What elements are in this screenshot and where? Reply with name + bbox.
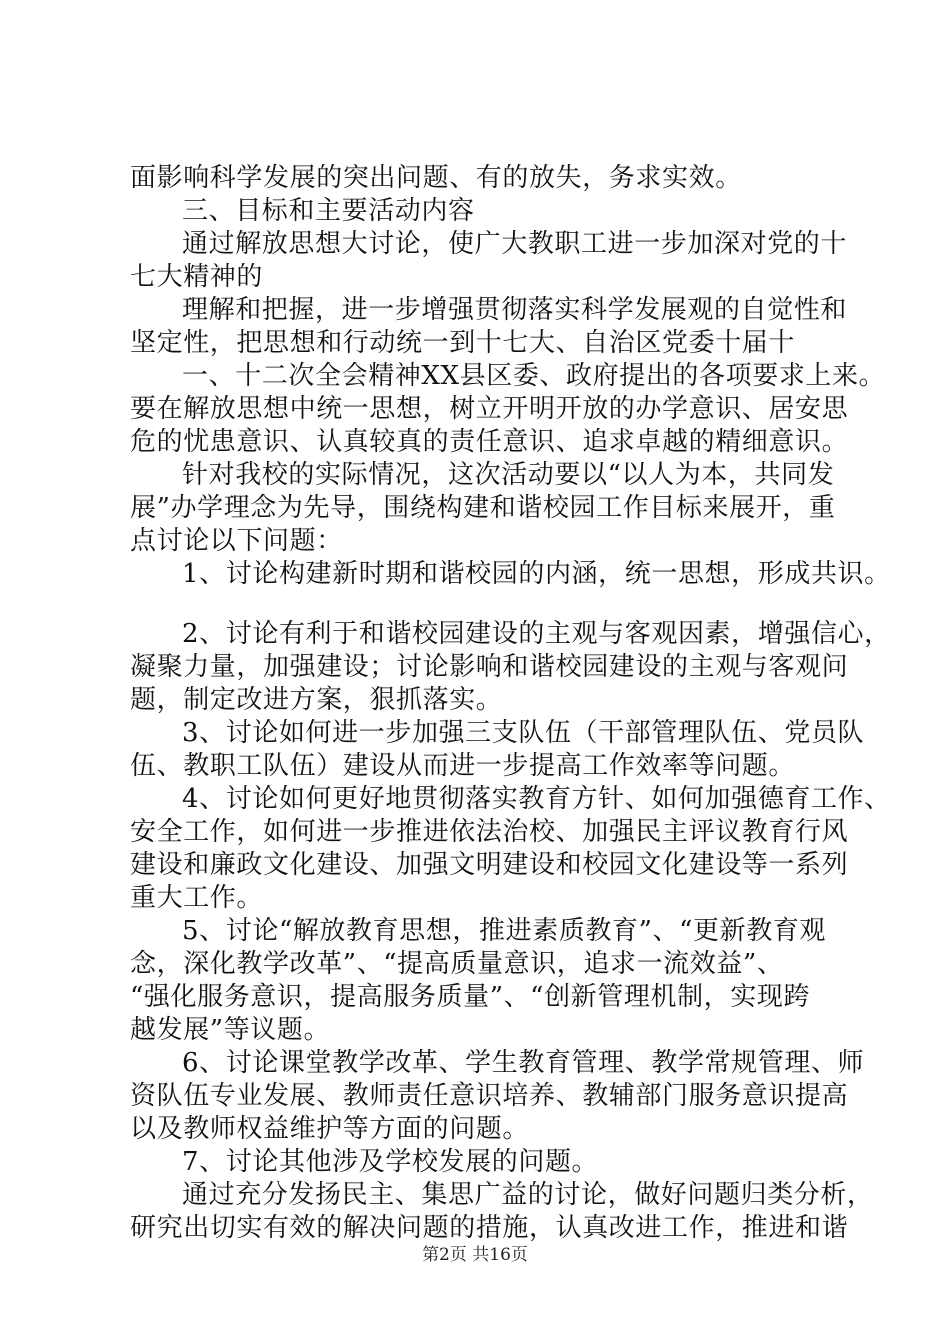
text-line: 危的忧患意识、认真较真的责任意识、追求卓越的精细意识。	[130, 427, 849, 457]
text-line: 越发展”等议题。	[130, 1015, 331, 1045]
list-item-1: 1、讨论构建新时期和谐校园的内涵，统一思想，形成共识。	[182, 559, 891, 589]
text-line: 伍、教职工队伍）建设从而进一步提高工作效率等问题。	[130, 751, 796, 781]
text-line: 要在解放思想中统一思想，树立开明开放的办学意识、居安思	[130, 394, 849, 424]
list-item-4: 4、讨论如何更好地贯彻落实教育方针、如何加强德育工作、	[182, 784, 891, 814]
text-line: 针对我校的实际情况，这次活动要以“以人为本，共同发	[182, 460, 835, 490]
text-line: 安全工作，如何进一步推进依法治校、加强民主评议教育行风	[130, 817, 849, 847]
text-line: 点讨论以下问题：	[130, 526, 343, 556]
section-heading: 三、目标和主要活动内容	[182, 196, 475, 226]
page-number-footer: 第2页 共16页	[422, 1245, 528, 1265]
text-line: 建设和廉政文化建设、加强文明建设和校园文化建设等一系列	[130, 850, 849, 880]
list-item-7: 7、讨论其他涉及学校发展的问题。	[182, 1147, 599, 1177]
text-line: 研究出切实有效的解决问题的措施，认真改进工作，推进和谐	[130, 1213, 849, 1243]
text-line: 坚定性，把思想和行动统一到十七大、自治区党委十届十	[130, 328, 796, 358]
blank-gap	[130, 591, 830, 618]
text-line: 念，深化教学改革”、“提高质量意识，追求一流效益”、	[130, 949, 784, 979]
text-line: 以及教师权益维护等方面的问题。	[130, 1114, 530, 1144]
list-item-2: 2、讨论有利于和谐校园建设的主观与客观因素，增强信心，	[182, 619, 891, 649]
text-line: 重大工作。	[130, 883, 264, 913]
text-line: 凝聚力量，加强建设；讨论影响和谐校园建设的主观与客观问	[130, 652, 849, 682]
text-line: 七大精神的	[130, 262, 264, 292]
text-line: “强化服务意识，提高服务质量”、“创新管理机制，实现跨	[130, 982, 811, 1012]
text-line: 一、十二次全会精神XX县区委、政府提出的各项要求上来。	[182, 361, 886, 391]
list-item-5: 5、讨论“解放教育思想，推进素质教育”、“更新教育观	[182, 916, 827, 946]
text-line: 展”办学理念为先导，围绕构建和谐校园工作目标来展开，重	[130, 493, 836, 523]
list-item-6: 6、讨论课堂教学改革、学生教育管理、教学常规管理、师	[182, 1048, 865, 1078]
list-item-3: 3、讨论如何进一步加强三支队伍（干部管理队伍、党员队	[182, 718, 865, 748]
text-line: 通过解放思想大讨论，使广大教职工进一步加深对党的十	[182, 229, 848, 259]
text-line: 面影响科学发展的突出问题、有的放失，务求实效。	[130, 163, 742, 193]
text-line: 题，制定改进方案，狠抓落实。	[130, 685, 503, 715]
text-line: 理解和把握，进一步增强贯彻落实科学发展观的自觉性和	[182, 295, 848, 325]
text-line: 通过充分发扬民主、集思广益的讨论，做好问题归类分析，	[182, 1180, 874, 1210]
document-body	[130, 162, 891, 1245]
text-line: 资队伍专业发展、教师责任意识培养、教辅部门服务意识提高	[130, 1081, 849, 1111]
